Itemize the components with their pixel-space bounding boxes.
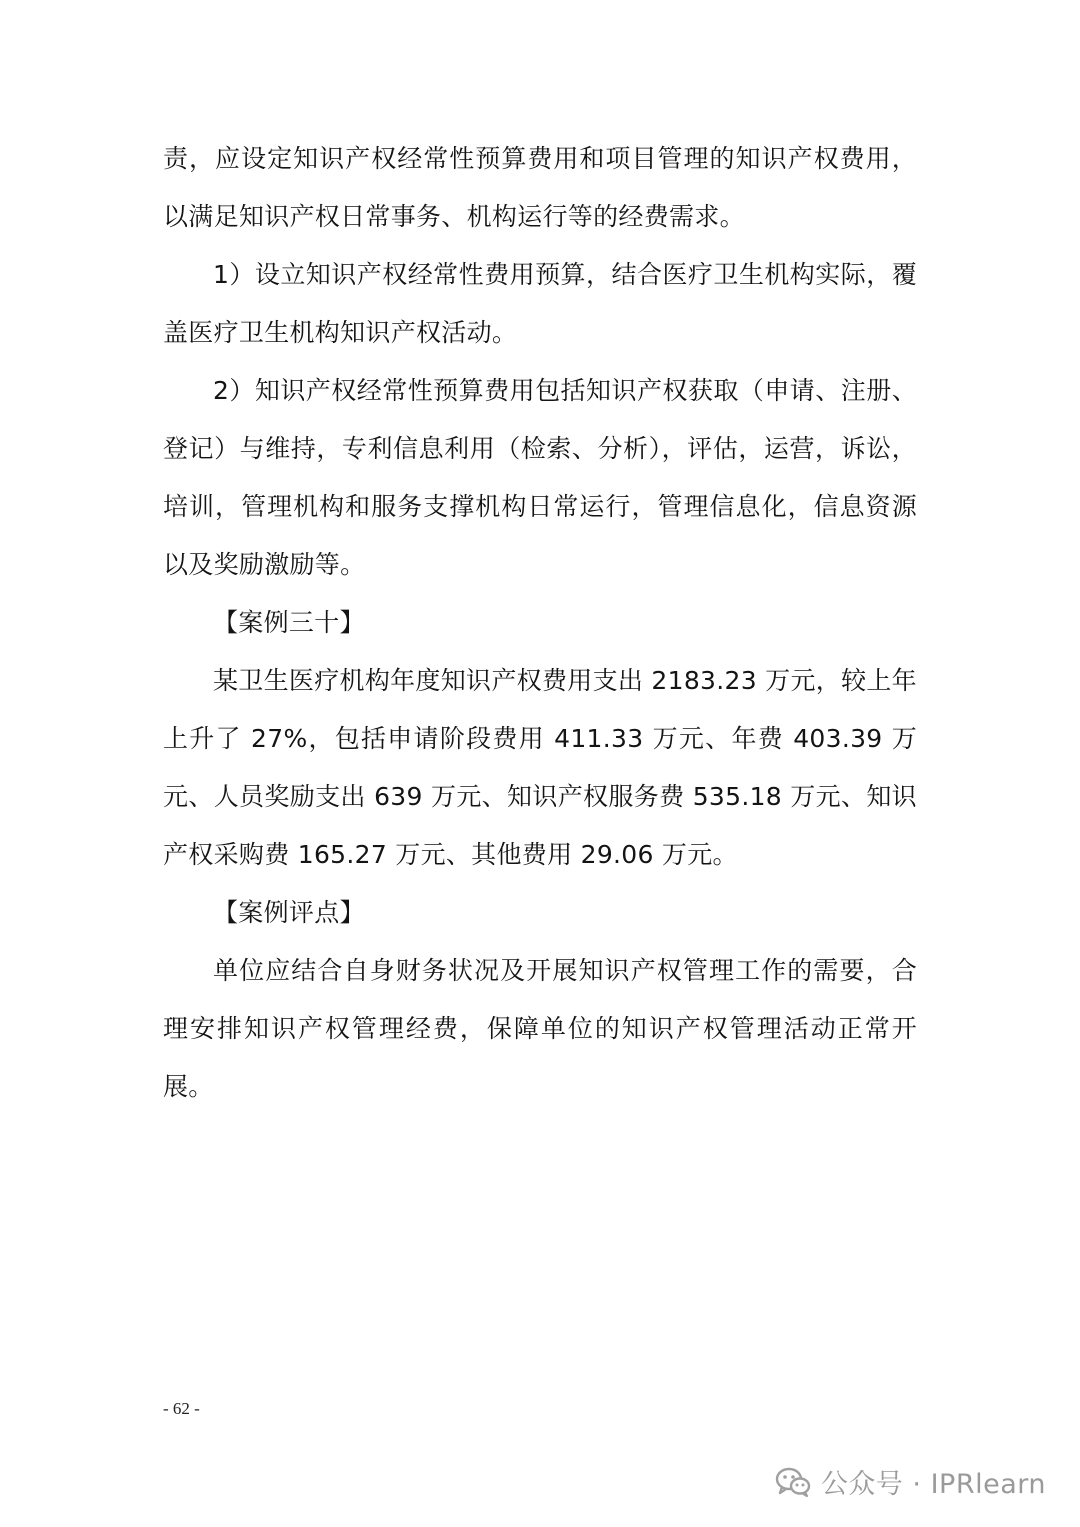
- wechat-icon: [775, 1466, 811, 1498]
- case-paragraph: 某卫生医疗机构年度知识产权费用支出 2183.23 万元，较上年上升了 27%，包括申请阶段费用 411.33 万元、年费 403.39 万元、人员奖励支出 639 万元、知识产权服务费 535.18 万元、知识产权采购费 165.27 万元、其他费用 29.06 万元。: [163, 666, 917, 869]
- paragraph-budget-intro: 责，应设定知识产权经常性预算费用和项目管理的知识产权费用，以满足知识产权日常事务、机构运行等的经费需求。: [163, 144, 917, 231]
- case-heading: 【案例三十】: [213, 608, 365, 637]
- comment-heading: 【案例评点】: [213, 898, 365, 927]
- page-number: - 62 -: [163, 1399, 200, 1418]
- paragraph-item-1: 1）设立知识产权经常性费用预算，结合医疗卫生机构实际，覆盖医疗卫生机构知识产权活动。: [163, 260, 917, 347]
- watermark: [775, 1462, 1046, 1501]
- paragraph-item-2: 2）知识产权经常性预算费用包括知识产权获取（申请、注册、登记）与维持，专利信息利用（检索、分析），评估，运营，诉讼，培训，管理机构和服务支撑机构日常运行，管理信息化，信息资源以及奖励激励等。: [163, 376, 917, 579]
- document-body: [163, 130, 917, 1116]
- comment-paragraph: 单位应结合自身财务状况及开展知识产权管理工作的需要，合理安排知识产权管理经费，保障单位的知识产权管理活动正常开展。: [163, 956, 917, 1101]
- watermark-text: 公众号 · IPRlearn: [820, 1469, 1046, 1500]
